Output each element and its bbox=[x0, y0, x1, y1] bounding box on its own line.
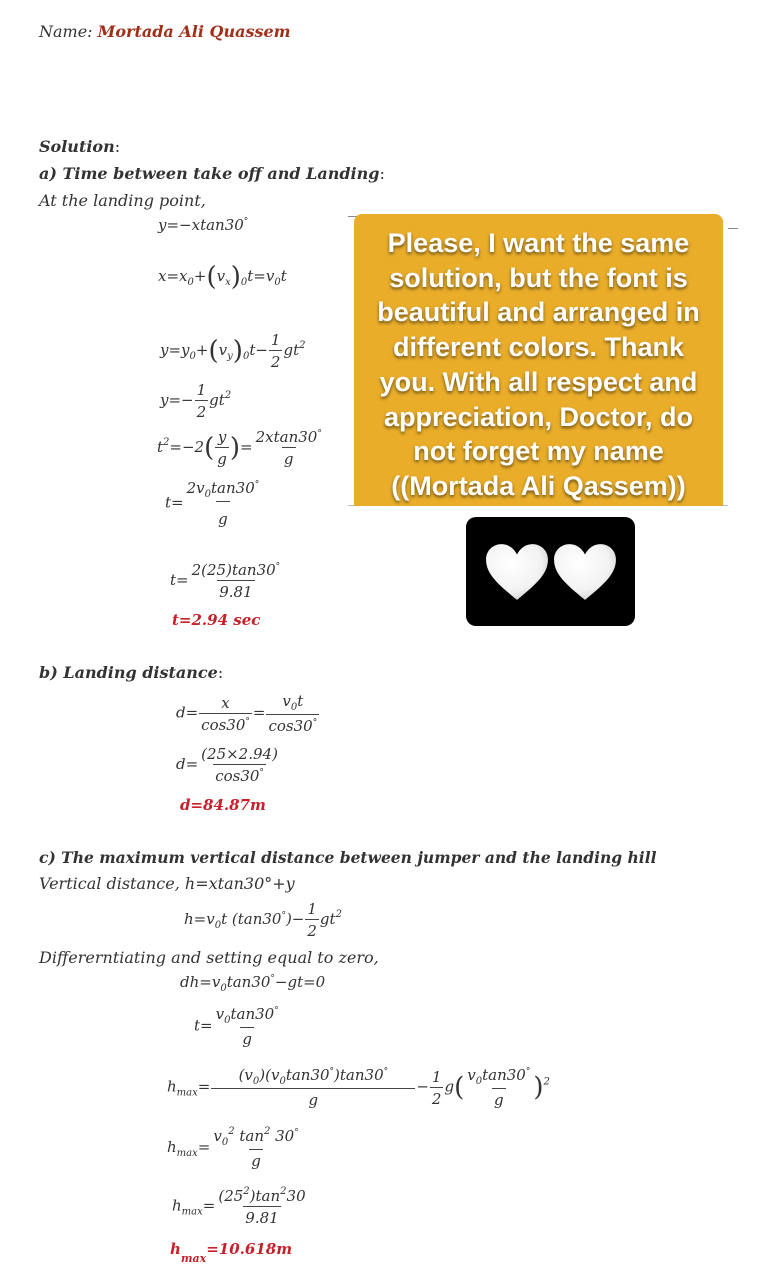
hearts-sticker bbox=[466, 517, 635, 626]
eq-a1: y=−xtan30° bbox=[158, 216, 249, 234]
eq-a7: t= $\frac{2(25)\tan 30^\circ}{9.81}$ bbox=[170, 561, 281, 601]
sticker-line: beautiful and arranged in bbox=[377, 297, 700, 328]
eq-a3: $y=y_0+(v_y)_0t-$ $\frac{1}{2}$ $gt^2$ bbox=[160, 331, 306, 371]
eq-c6: $h_{max}=$ $\frac{(25^2)\tan^230}{9.81}$ bbox=[172, 1186, 306, 1227]
divider-line bbox=[728, 228, 738, 229]
eq-b2: d= $\frac{(25\times 2.94)}{\cos 30^\circ}$ bbox=[176, 745, 278, 785]
eq-c3: t= $\frac{v_0\tan 30^\circ}{g}$ bbox=[194, 1005, 279, 1048]
request-sticker bbox=[354, 214, 723, 506]
sticker-line: ((Mortada Ali Qassem)) bbox=[391, 470, 686, 501]
part-a-intro: At the landing point, bbox=[39, 191, 206, 210]
eq-c2: $dh=v_0\tan 30^\circ-gt=0$ bbox=[180, 973, 326, 994]
eq-a2: $x=x_0+(v_x)_0t=v_0t$ bbox=[158, 262, 287, 292]
sticker-line: appreciation, Doctor, do bbox=[383, 401, 694, 432]
name-label: Name: bbox=[39, 22, 93, 41]
white-heart-icon bbox=[484, 542, 550, 602]
eq-c1: $h=v_0t$ (tan30°)− $\frac{1}{2}$ $gt^2$ bbox=[184, 900, 342, 940]
eq-a5: $t^2=-2$( $\frac{y}{g}$ )= $\frac{2xtan30^\circ}{g}$ bbox=[157, 428, 322, 468]
eq-c4: $h_{max}=$ $\frac{(v_0)(v_0\tan 30^\circ)\tan 30^\circ}{g}$ − $\frac{1}{2}$ g( $\frac{v_0\tan 30^\circ}{g}$ )$^2$ bbox=[167, 1066, 550, 1109]
result-hmax: $h_{max}=10.618m$ bbox=[170, 1240, 293, 1265]
sticker-line: Please, I want the same bbox=[387, 228, 690, 258]
student-name: Mortada Ali Quassem bbox=[97, 22, 291, 41]
name-line bbox=[39, 22, 291, 41]
part-c-title: c) The maximum vertical distance between jumper and the landing hill bbox=[39, 848, 657, 867]
solution-heading: Solution: bbox=[39, 137, 121, 156]
eq-a4: y=− $\frac{1}{2}$ $gt^2$ bbox=[160, 381, 232, 421]
eq-c5: $h_{max}=$ $\frac{v_0^2 \tan^2 30^\circ}{g}$ bbox=[167, 1126, 299, 1170]
part-a-title: a) Time between take off and Landing: bbox=[39, 164, 385, 183]
sticker-line: solution, but the font is bbox=[389, 262, 688, 293]
sticker-line: not forget my name bbox=[413, 436, 664, 467]
part-c-intro: Vertical distance, h=xtan30°+y bbox=[39, 874, 295, 893]
diff-text: Differerntiating and setting equal to zero, bbox=[39, 948, 379, 967]
eq-b1: d= $\frac{x}{\cos 30^\circ}$ = $\frac{v_0t}{\cos 30^\circ}$ bbox=[176, 692, 318, 735]
result-d: d=84.87m bbox=[180, 796, 266, 814]
part-b-title: b) Landing distance: bbox=[39, 663, 224, 682]
sticker-line: you. With all respect and bbox=[379, 366, 698, 397]
eq-a6: t= $\frac{2v_0\tan 30^\circ}{g}$ bbox=[165, 479, 260, 528]
white-heart-icon bbox=[552, 542, 618, 602]
result-t: t=2.94 sec bbox=[172, 611, 261, 629]
sticker-line: different colors. Thank bbox=[392, 332, 685, 363]
